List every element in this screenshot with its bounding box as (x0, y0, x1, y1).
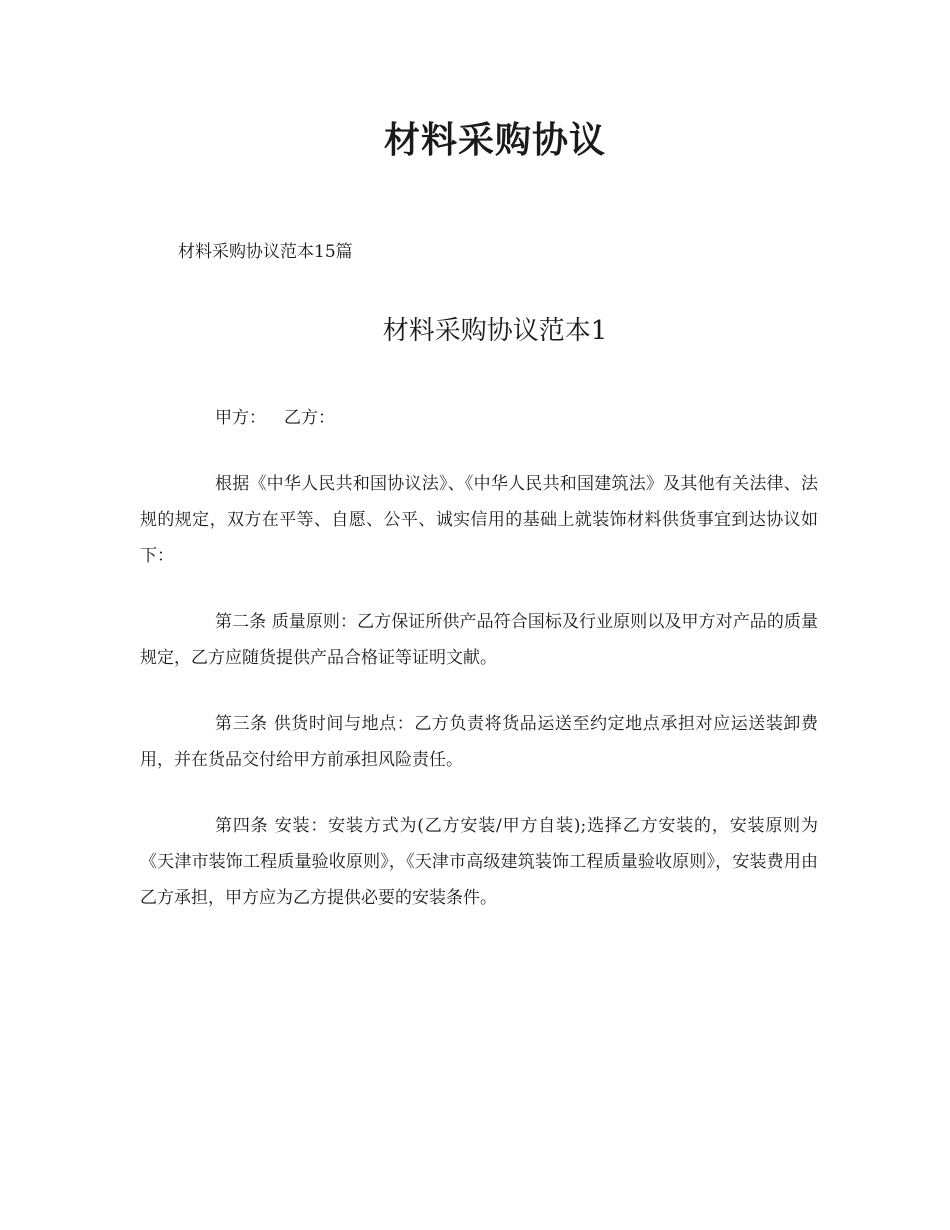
party-b-label: 乙方： (284, 408, 335, 428)
document-title: 材料采购协议 (383, 119, 606, 161)
paragraph-article-3: 第三条 供货时间与地点：乙方负责将货品运送至约定地点承担对应运送装卸费用，并在货品交付给甲方前承担风险责任。 (140, 714, 818, 770)
paragraph-article-4: 第四条 安装：安装方式为(乙方安装/甲方自装);选择乙方安装的，安装原则为 《天津市装饰工程质量验收原则》，《天津市高级建筑装饰工程质量验收原则》，安装费用由乙方承担，甲方应为乙方提供必要的安装条件。 (140, 816, 818, 908)
party-a-label: 甲方： (215, 408, 266, 428)
section-heading: 材料采购协议范本1 (382, 316, 608, 346)
document-subtitle: 材料采购协议范本15篇 (178, 242, 353, 262)
document-body (140, 400, 818, 916)
paragraph-article-2: 第二条 质量原则：乙方保证所供产品符合国标及行业原则以及甲方对产品的质量规定，乙方应随货提供产品合格证等证明文献。 (140, 612, 818, 668)
parties-line (140, 400, 818, 436)
paragraph-preamble: 根据《中华人民共和国协议法》、《中华人民共和国建筑法》及其他有关法律、法规的规定，双方在平等、自愿、公平、诚实信用的基础上就装饰材料供货事宜到达协议如下： (140, 474, 818, 566)
